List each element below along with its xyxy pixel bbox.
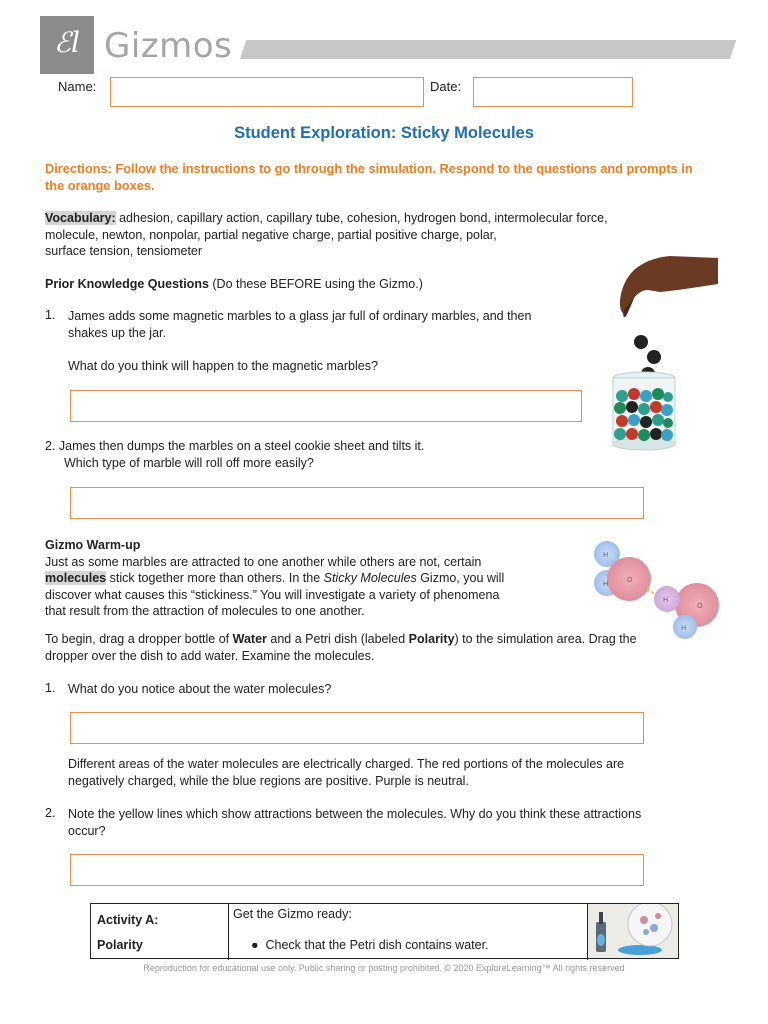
warmup-p1-line-3: discover what causes this “stickiness.” You will investigate a variety of phenomena	[45, 587, 500, 602]
date-label: Date:	[430, 79, 462, 94]
prior-q2-text	[45, 438, 565, 471]
warmup-instructions	[45, 631, 725, 664]
warmup-p2-a: To begin, drag a dropper bottle of	[45, 632, 233, 646]
activity-ready-text: Get the Gizmo ready:	[233, 907, 352, 921]
brand-title: Gizmos	[104, 26, 233, 66]
vocabulary-line-2: molecule, newton, nonpolar, partial negative charge, partial positive charge, polar,	[45, 227, 497, 242]
prior-q1-line-2: shakes up the jar.	[68, 325, 166, 340]
warmup-q2-line-1: Note the yellow lines which show attractions between the molecules. Why do you think these attractions	[68, 807, 642, 821]
header-decorative-bar	[240, 40, 736, 59]
vocabulary-line-1: adhesion, capillary action, capillary tube, cohesion, hydrogen bond, intermolecular force,	[115, 211, 608, 225]
hydrogen-label: H	[603, 551, 609, 559]
prior-q2-answer-box[interactable]	[70, 487, 644, 519]
warmup-q1-text: What do you notice about the water molecules?	[68, 682, 332, 696]
warmup-info-line-2: negatively charged, while the blue regions are positive. Purple is neutral.	[68, 773, 469, 788]
petri-dish-thumbnail	[588, 904, 678, 958]
footer-copyright: Reproduction for educational use only. Public sharing or posting prohibited. © 2020 ExploreLearning™ All rights reserved	[143, 963, 625, 973]
prior-q2-line-2: Which type of marble will roll off more easily?	[64, 455, 314, 470]
activity-a-table	[90, 903, 679, 959]
marble-jar-illustration	[600, 250, 720, 455]
falling-marble	[634, 335, 648, 349]
warmup-p2-line-2: dropper over the dish to add water. Examine the molecules.	[45, 648, 375, 663]
oxygen-label: O	[627, 576, 633, 584]
activity-bullet-text: Check that the Petri dish contains water.	[265, 938, 489, 952]
name-field[interactable]	[110, 77, 424, 107]
table-divider	[228, 904, 229, 960]
bullet-icon: ●	[251, 938, 266, 952]
hand-icon	[620, 256, 718, 317]
warmup-p2-b: and a Petri dish (labeled	[266, 632, 409, 646]
oxygen-label: O	[697, 602, 703, 610]
prior-q1-number: 1.	[45, 308, 56, 322]
petri-dish-icon	[618, 945, 662, 955]
warmup-q2-line-2: occur?	[68, 823, 106, 838]
warmup-p1-line-2a: stick together more than others. In the	[106, 571, 324, 585]
logo-glyph: ℰl	[54, 26, 80, 59]
warmup-gizmo-name: Sticky Molecules	[323, 571, 417, 585]
water-molecule-1	[594, 541, 651, 601]
warmup-info-line-1: Different areas of the water molecules are electrically charged. The red portions of the molecules are	[68, 757, 625, 771]
date-field[interactable]	[473, 77, 633, 107]
warmup-heading: Gizmo Warm-up	[45, 538, 141, 552]
name-label: Name:	[58, 79, 97, 94]
hydrogen-label: H	[603, 580, 609, 588]
hydrogen-label: H	[681, 624, 687, 632]
warmup-q2-text	[68, 806, 718, 839]
warmup-info	[68, 756, 708, 789]
prior-q1-line-1: James adds some magnetic marbles to a glass jar full of ordinary marbles, and then	[68, 309, 532, 323]
warmup-p1-line-2b: Gizmo, you will	[416, 571, 505, 585]
warmup-p1-line-4: that result from the attraction of molecules to one another.	[45, 604, 365, 618]
falling-marble	[647, 350, 661, 364]
jar-icon	[613, 372, 675, 450]
prior-heading-note: (Do these BEFORE using the Gizmo.)	[208, 277, 423, 291]
prior-heading-bold: Prior Knowledge Questions	[45, 277, 209, 291]
warmup-p2-c: ) to the simulation area. Drag the	[454, 632, 637, 646]
prior-q1-prompt: What do you think will happen to the magnetic marbles?	[68, 359, 378, 373]
prior-q1-text	[68, 308, 588, 341]
page-title: Student Exploration: Sticky Molecules	[234, 124, 534, 142]
activity-topic: Polarity	[97, 938, 143, 952]
warmup-q2-number: 2.	[45, 806, 56, 820]
prior-knowledge-heading	[45, 276, 423, 293]
warmup-q1-answer-box[interactable]	[70, 712, 644, 744]
explorelearning-logo	[40, 16, 94, 74]
activity-bullet	[251, 937, 489, 954]
vocabulary-line-3: surface tension, tensiometer	[45, 244, 203, 258]
warmup-p2-polarity: Polarity	[408, 632, 455, 646]
activity-label: Activity A:	[97, 913, 159, 927]
warmup-section	[45, 537, 565, 620]
directions: Directions: Follow the instructions to go through the simulation. Respond to the questions and prompts in the orange boxes.	[45, 161, 693, 193]
warmup-q2-answer-box[interactable]	[70, 854, 644, 886]
warmup-molecules: molecules	[45, 571, 107, 585]
warmup-p2-water: Water	[232, 632, 267, 646]
warmup-p1-line-1: Just as some marbles are attracted to one another while others are not, certain	[45, 554, 482, 569]
prior-q1-answer-box[interactable]	[70, 390, 582, 422]
warmup-q1-number: 1.	[45, 681, 56, 695]
vocabulary-label: Vocabulary:	[45, 211, 116, 225]
hydrogen-label: H	[663, 596, 669, 604]
prior-q2-line-1: 2. James then dumps the marbles on a steel cookie sheet and tilts it.	[45, 439, 425, 453]
